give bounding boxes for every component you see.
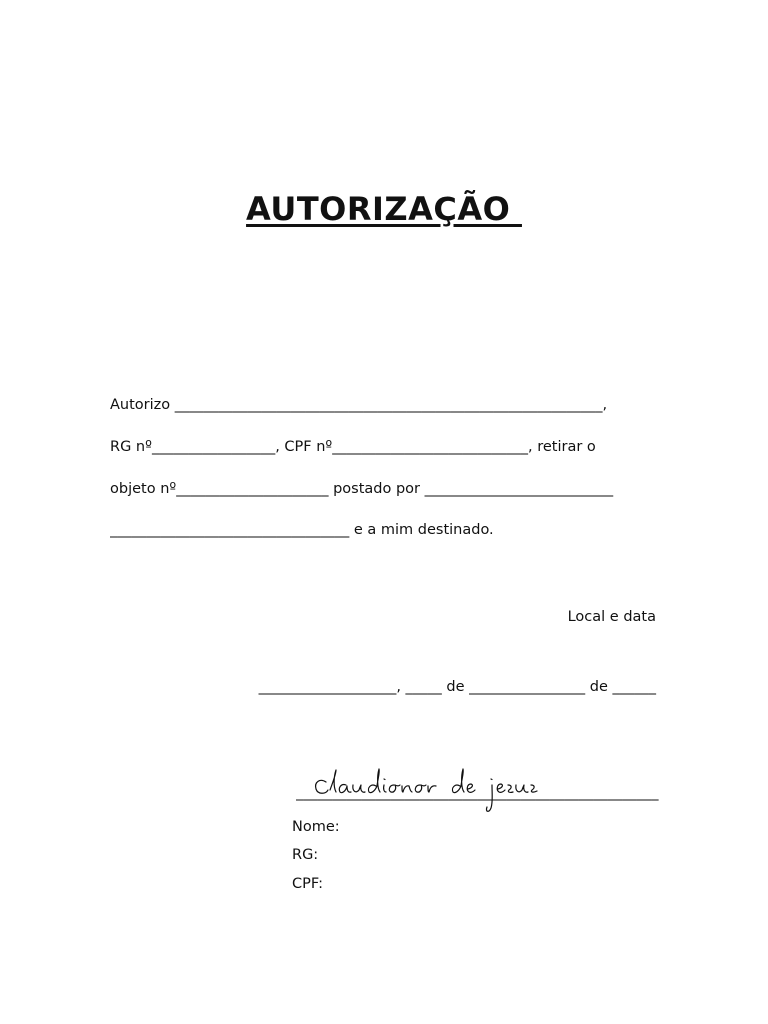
field-cpf-label: CPF: xyxy=(292,876,323,892)
body-line-objeto: objeto nº_____________________ postado por __________________________ xyxy=(110,481,614,497)
signature-line: __________________________________________________ xyxy=(296,785,659,801)
handwritten-signature xyxy=(300,764,540,816)
body-line-rg-cpf: RG nº_________________, CPF nº___________________________, retirar o xyxy=(110,439,596,455)
document-title: AUTORIZAÇÃO xyxy=(246,190,522,228)
local-e-data-label: Local e data xyxy=(567,609,656,625)
body-line-destinado: _________________________________ e a mim destinado. xyxy=(110,522,494,538)
date-fill-line: ___________________, _____ de ________________ de ______ xyxy=(258,679,656,695)
body-line-autorizo: Autorizo ___________________________________________________________, xyxy=(110,397,608,413)
field-nome-label: Nome: xyxy=(292,819,340,835)
field-rg-label: RG: xyxy=(292,847,319,863)
